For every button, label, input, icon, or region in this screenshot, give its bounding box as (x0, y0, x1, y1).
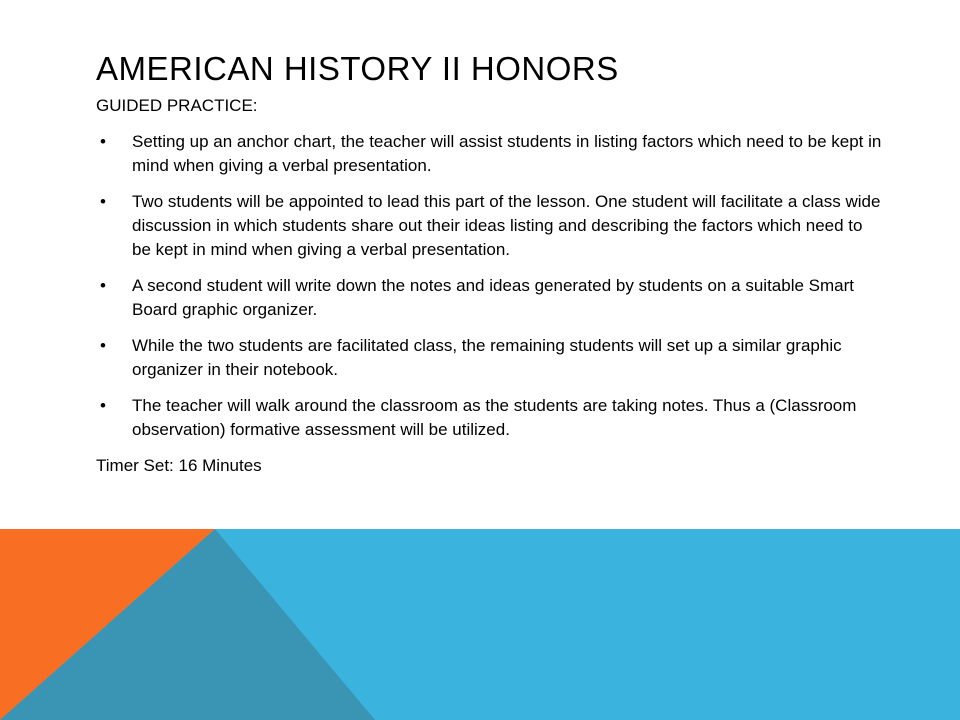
section-heading: GUIDED PRACTICE: (96, 96, 258, 115)
slide-title: AMERICAN HISTORY II HONORS (96, 50, 619, 87)
bullet-text: A second student will write down the notes and ideas generated by students on a suitable Smart Board graphic organizer. (132, 276, 855, 319)
slide-content (96, 94, 886, 478)
bullet-item (96, 274, 886, 322)
bullet-marker: • (100, 132, 106, 151)
bullet-item (96, 190, 886, 262)
bullet-text: The teacher will walk around the classroom as the students are taking notes. Thus a (Classroom observation) formative assessment will be utilized. (132, 396, 857, 439)
bullet-marker: • (100, 336, 106, 355)
bullet-item (96, 334, 886, 382)
bullet-text: Two students will be appointed to lead this part of the lesson. One student will facilitate a class wide discussion in which students share out their ideas listing and describing the factors which need to be kept in mind when giving a verbal presentation. (132, 192, 881, 259)
bullet-item (96, 130, 886, 178)
bullet-marker: • (100, 396, 106, 415)
decorative-band (0, 529, 960, 720)
bullet-text: Setting up an anchor chart, the teacher will assist students in listing factors which need to be kept in mind when giving a verbal presentation. (132, 132, 882, 175)
timer-text: Timer Set: 16 Minutes (96, 456, 262, 475)
bullet-text: While the two students are facilitated class, the remaining students will set up a similar graphic organizer in their notebook. (132, 336, 842, 379)
bullet-marker: • (100, 276, 106, 295)
bullet-list (96, 130, 886, 442)
bullet-item (96, 394, 886, 442)
bullet-marker: • (100, 192, 106, 211)
